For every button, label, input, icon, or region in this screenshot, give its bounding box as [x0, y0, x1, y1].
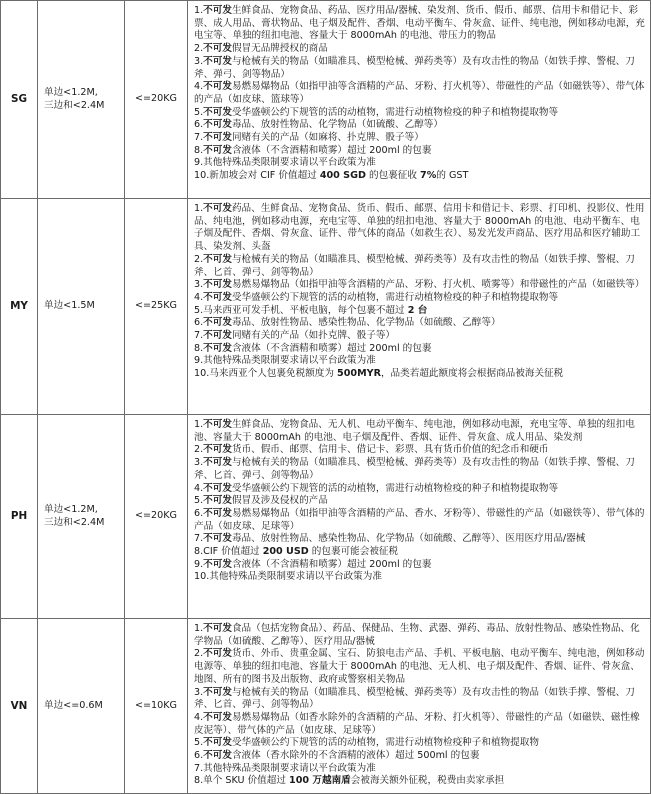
restriction-list	[188, 415, 651, 619]
country-row-sg	[1, 1, 651, 199]
restriction-item	[194, 737, 647, 750]
item-text: 假冒及涉及侵权的产品	[231, 495, 328, 507]
item-text: 受华盛顿公约下规管的活的动植物，需进行动植物检疫的种子和植物提取物等	[231, 482, 559, 494]
item-number: 9.	[194, 157, 204, 169]
restriction-list	[188, 619, 651, 794]
item-number: 7.	[194, 533, 204, 545]
item-emphasis: 100 万越南盾	[289, 775, 351, 787]
item-text-cont: 的包裹征收	[365, 170, 421, 182]
restriction-item	[194, 343, 647, 356]
size-limit-line: 三边和<2.4M	[44, 99, 105, 111]
restriction-item	[194, 355, 647, 368]
country-code: SG	[1, 1, 38, 199]
restriction-item	[194, 157, 647, 170]
size-limit	[38, 199, 125, 415]
item-text: 药品、生鲜食品、宠物食品、货币、假币、邮票、信用卡和借记卡、彩票、打印机、投影仪、性用品、纯电池，例如移动电源，充电宝等、单独的纽扣电池、容量大于 8000mAh 的电池、电动平衡车、电子烟及配件、香烟、骨灰盒、证件、带气体的商品（如救生衣）、易发光发声商品、医疗用品和医疗辅助工具、染发剂、头盔	[194, 203, 645, 253]
restriction-item	[194, 5, 647, 43]
item-number: 7.	[194, 330, 204, 342]
item-text: 与枪械有关的物品（如瞄准具、模型枪械、弹药类等）及有攻击性的物品（如铁手撑、警棍、刀斧、弹弓、剑等物品）	[194, 55, 635, 80]
item-text: 含液体（不含酒精和喷雾）超过 200ml 的包裹	[231, 342, 432, 354]
restriction-item	[194, 419, 647, 444]
item-text: 含液体（不含酒精和喷雾）超过 200ml 的包裹	[231, 144, 432, 156]
item-number: 2.	[194, 253, 204, 265]
item-text: 其他特殊品类限制要求请以平台政策为准	[203, 762, 376, 774]
prohibited-label: 不可发	[203, 686, 232, 698]
prohibited-label: 不可发	[203, 253, 232, 265]
restriction-item	[194, 43, 647, 56]
item-number: 8.	[194, 342, 204, 354]
prohibited-label: 不可发	[203, 482, 232, 494]
prohibited-label: 不可发	[203, 711, 232, 723]
restriction-item	[194, 203, 647, 254]
country-row-ph	[1, 415, 651, 619]
item-text-cont: 会被海关额外征税，税费由卖家承担	[350, 775, 505, 787]
item-number: 5.	[194, 737, 204, 749]
restriction-item	[194, 56, 647, 81]
item-text: 货币、外币、贵重金属、宝石、防狼电击产品、手机、平板电脑、电动平衡车、纯电池，例如移动电源等、单独的纽扣电池、容量大于 8000mAh 的电池、无人机、电子烟及配件、香烟、证件、骨灰盒、地图、所有的图书及出版物、政府或警察相关物品	[194, 648, 645, 685]
item-text: 受华盛顿公约下规管的活的动植物，需进行动植物检疫的种子和植物提取物等	[231, 106, 559, 118]
item-text: 易燃易爆物品（如指甲油等含酒精的产品、牙粉、打火机等）、带磁性的产品（如磁铁等）、带气体的产品（如皮球、篮球等）	[194, 81, 645, 105]
item-text: 其他特殊品类限制要求请以平台政策为准	[209, 571, 382, 583]
country-code: PH	[1, 415, 38, 619]
prohibited-label: 不可发	[203, 419, 232, 430]
restriction-item	[194, 81, 647, 106]
prohibited-label: 不可发	[203, 144, 232, 156]
restriction-item	[194, 623, 647, 648]
restriction-item	[194, 305, 647, 318]
item-text: 新加坡会对 CIF 价值超过	[209, 170, 320, 182]
weight-limit: <=25KG	[125, 199, 188, 415]
prohibited-label: 不可发	[203, 750, 232, 762]
prohibited-label: 不可发	[203, 533, 232, 545]
item-text: CIF 价值超过	[203, 546, 263, 558]
item-text: 货币、假币、邮票、信用卡、借记卡、彩票、具有货币价值的纪念币和硬币	[231, 444, 549, 456]
restriction-item	[194, 145, 647, 158]
item-number: 1.	[194, 203, 204, 214]
size-limit-line: 单边<1.2M,	[44, 86, 98, 98]
item-text: 食品（包括宠物食品）、药品、保健品、生物、武器、弹药、毒品、放射性物品、感染性物品、化学物品（如硫酸、乙醇等）、医疗用品/器械	[194, 623, 640, 647]
restriction-item	[194, 763, 647, 776]
item-number: 4.	[194, 482, 204, 494]
item-number: 9.	[194, 355, 204, 367]
item-text: 其他特殊品类限制要求请以平台政策为准	[203, 355, 376, 367]
restriction-item	[194, 483, 647, 496]
item-text: 马来西亚个人包裹免税额度为	[209, 368, 338, 380]
item-text-cont: 的包裹可能会被征税	[308, 546, 399, 558]
restriction-item	[194, 508, 647, 533]
restriction-item	[194, 571, 647, 584]
item-text-cont: ，品类若超此额度将会根据商品被海关征税	[380, 368, 564, 380]
weight-limit: <=10KG	[125, 619, 188, 794]
item-text: 易燃易爆物品（如香水除外的含酒精的产品、牙粉、打火机等）、带磁性的产品（如磁铁、磁性橡皮泥等）、带气体的产品（如皮球、足球等）	[194, 711, 640, 736]
restriction-item	[194, 775, 647, 788]
restriction-item	[194, 559, 647, 572]
restriction-item	[194, 444, 647, 457]
item-number: 4.	[194, 291, 204, 303]
item-number: 1.	[194, 419, 204, 430]
country-row-my	[1, 199, 651, 415]
item-text: 毒品、放射性物品、化学物品（如硫酸、乙醇等）	[231, 119, 443, 131]
restriction-item	[194, 132, 647, 145]
restriction-list	[188, 1, 651, 199]
prohibited-label: 不可发	[203, 279, 232, 291]
item-number: 5.	[194, 304, 204, 316]
restriction-item	[194, 495, 647, 508]
country-row-vn	[1, 619, 651, 794]
item-text: 与枪械有关的物品（如瞄准具、模型枪械、弹药类等）及有攻击性的物品（如铁手撑、警棍、刀斧、匕首、弹弓、剑等物品）	[194, 457, 635, 481]
item-emphasis: 2 台	[407, 304, 428, 316]
item-emphasis: 400 SGD	[319, 170, 366, 182]
restriction-item	[194, 254, 647, 279]
restriction-item	[194, 119, 647, 132]
item-text: 易燃易爆物品（如指甲油等含酒精的产品、牙粉、打火机、喷雾等）和带磁性的产品（如磁铁等）	[231, 279, 645, 291]
restriction-item	[194, 750, 647, 763]
item-number: 9.	[194, 558, 204, 570]
prohibited-label: 不可发	[203, 291, 232, 303]
item-emphasis: 7%	[420, 170, 437, 182]
restriction-item	[194, 330, 647, 343]
item-number: 2.	[194, 648, 204, 660]
item-number: 5.	[194, 495, 204, 507]
item-number: 4.	[194, 81, 204, 93]
restriction-item	[194, 533, 647, 546]
item-number: 3.	[194, 55, 204, 67]
size-limit-line: 单边<=0.6M	[44, 699, 103, 711]
item-number: 10.	[194, 170, 210, 182]
country-code: MY	[1, 199, 38, 415]
item-number: 3.	[194, 279, 204, 291]
prohibited-label: 不可发	[203, 132, 232, 144]
item-number: 8.	[194, 775, 204, 787]
item-number: 1.	[194, 5, 204, 16]
size-limit-line: 单边<1.2M,	[44, 503, 98, 515]
item-text: 假冒无品牌授权的商品	[231, 43, 328, 55]
restriction-item	[194, 107, 647, 120]
weight-limit: <=20KG	[125, 1, 188, 199]
restriction-item	[194, 457, 647, 482]
restriction-item	[194, 648, 647, 686]
prohibited-label: 不可发	[203, 737, 232, 749]
restriction-list	[188, 199, 651, 415]
item-text: 易燃易爆物品（如指甲油等含酒精的产品、香水、牙粉等）、带磁性的产品（如磁铁等）、带气体的产品（如皮球、足球等）	[194, 507, 645, 532]
prohibited-label: 不可发	[203, 558, 232, 570]
item-number: 5.	[194, 106, 204, 118]
item-number: 1.	[194, 623, 204, 634]
item-number: 8.	[194, 144, 204, 156]
size-limit	[38, 1, 125, 199]
prohibited-label: 不可发	[203, 317, 232, 329]
prohibited-label: 不可发	[203, 81, 232, 93]
item-text: 受华盛顿公约下规管的活的动植物，需进行动植物检疫种子和植物提取物	[231, 737, 539, 749]
item-text: 含液体（香水除外的不含酒精的液体）超过 500ml 的包裹	[231, 750, 480, 762]
restriction-item	[194, 279, 647, 292]
prohibited-label: 不可发	[203, 330, 232, 342]
size-limit-line: 三边和<2.4M	[44, 516, 105, 528]
item-number: 3.	[194, 686, 204, 698]
prohibited-label: 不可发	[203, 106, 232, 118]
country-code: VN	[1, 619, 38, 794]
item-text: 与枪械有关的物品（如瞄准具、模型枪械、弹药类等）及有攻击性的物品（如铁手撑、警棍、刀斧、匕首、弹弓、剑等物品）	[194, 686, 635, 711]
item-text: 毒品、放射性物品、感染性物品、化学物品（如硫酸、乙醇等）	[231, 317, 501, 329]
item-text: 同赌有关的产品（如扑克牌、骰子等）	[231, 330, 396, 342]
item-emphasis: 200 USD	[262, 546, 309, 558]
restriction-item	[194, 317, 647, 330]
restriction-item	[194, 712, 647, 737]
item-number: 4.	[194, 711, 204, 723]
item-text: 含液体（不含酒精和喷雾）超过 200ml 的包裹	[231, 558, 432, 570]
item-text: 同赌有关的产品（如麻将、扑克牌、骰子等）	[231, 132, 424, 144]
item-number: 10.	[194, 571, 210, 583]
item-number: 6.	[194, 750, 204, 762]
item-text: 生鲜食品、宠物食品、药品、医疗用品/器械、染发剂、货币、假币、邮票、信用卡和借记卡、彩票、成人用品、膏状物品、电子烟及配件、香烟、电动平衡车、骨灰盒、证件、纯电池，例如移动电源，充电宝等、单独的纽扣电池、容量大于 8000mAh 的电池、带压力的物品	[194, 5, 645, 42]
prohibited-label: 不可发	[203, 648, 232, 660]
prohibited-label: 不可发	[203, 342, 232, 354]
item-text: 与枪械有关的物品（如瞄准具、模型枪械、弹药类等）及有攻击性的物品（如铁手撑、警棍、刀斧、匕首、弹弓、剑等物品）	[194, 253, 635, 278]
item-number: 10.	[194, 368, 210, 380]
prohibited-label: 不可发	[203, 444, 232, 456]
prohibited-label: 不可发	[203, 203, 232, 214]
prohibited-label: 不可发	[203, 43, 232, 55]
item-text: 其他特殊品类限制要求请以平台政策为准	[203, 157, 376, 169]
item-number: 3.	[194, 457, 204, 469]
item-text-cont: 的 GST	[436, 170, 469, 182]
prohibited-label: 不可发	[203, 495, 232, 507]
restriction-item	[194, 546, 647, 559]
item-text: 毒品、放射性物品、感染性物品、化学物品（如硫酸、乙醇等）、医用医疗用品/器械	[231, 533, 586, 545]
prohibited-label: 不可发	[203, 5, 232, 16]
item-emphasis: 500MYR	[337, 368, 381, 380]
restriction-item	[194, 687, 647, 712]
prohibited-label: 不可发	[203, 119, 232, 131]
item-text: 马来西亚可发手机、平板电脑，每个包裹不超过	[203, 304, 408, 316]
item-number: 6.	[194, 317, 204, 329]
item-number: 2.	[194, 43, 204, 55]
restriction-item	[194, 170, 647, 183]
item-text: 受华盛顿公约下规管的活的动植物，需进行动植物检疫的种子和植物提取物等	[231, 291, 559, 303]
item-number: 6.	[194, 119, 204, 131]
restriction-item	[194, 368, 647, 381]
item-number: 7.	[194, 762, 204, 774]
weight-limit: <=20KG	[125, 415, 188, 619]
size-limit	[38, 619, 125, 794]
prohibited-label: 不可发	[203, 507, 232, 519]
prohibited-label: 不可发	[203, 623, 232, 634]
item-number: 6.	[194, 507, 204, 519]
size-limit	[38, 415, 125, 619]
item-number: 8.	[194, 546, 204, 558]
prohibited-label: 不可发	[203, 457, 232, 469]
prohibited-label: 不可发	[203, 55, 232, 67]
item-text: 生鲜食品、宠物食品、无人机、电动平衡车、纯电池，例如移动电源，充电宝等、单独的纽扣电池、容量大于 8000mAh 的电池、电子烟及配件、香烟、证件、骨灰盒、成人用品、染发剂	[194, 419, 635, 443]
restriction-item	[194, 292, 647, 305]
item-text: 单个 SKU 价值超过	[203, 775, 290, 787]
item-number: 2.	[194, 444, 204, 456]
item-number: 7.	[194, 132, 204, 144]
size-limit-line: 单边<1.5M	[44, 300, 95, 312]
